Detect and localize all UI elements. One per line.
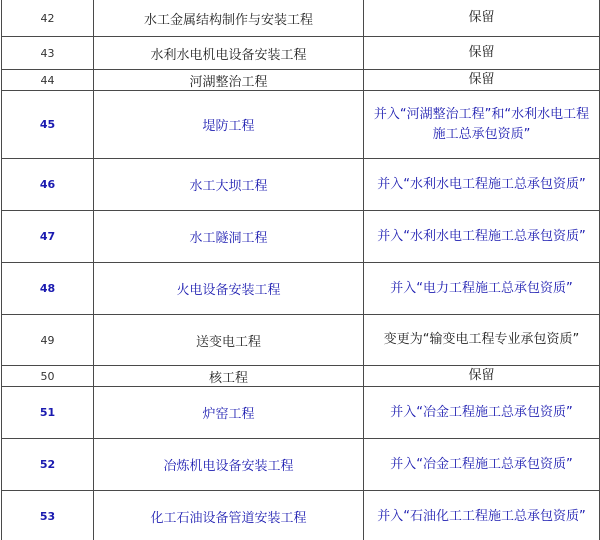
qualification-table xyxy=(1,0,600,540)
table-row xyxy=(2,91,600,159)
row-number: 44 xyxy=(2,70,94,91)
adjustment-result: 保留 xyxy=(364,37,600,70)
row-number: 43 xyxy=(2,37,94,70)
row-number: 52 xyxy=(2,439,94,491)
adjustment-result: 保留 xyxy=(364,0,600,37)
adjustment-result: 并入“河湖整治工程”和“水利水电工程施工总承包资质” xyxy=(364,91,600,159)
row-number: 50 xyxy=(2,366,94,387)
row-number: 47 xyxy=(2,211,94,263)
adjustment-result: 并入“电力工程施工总承包资质” xyxy=(364,263,600,315)
adjustment-result: 并入“水利水电工程施工总承包资质” xyxy=(364,211,600,263)
table-row xyxy=(2,211,600,263)
table-row xyxy=(2,491,600,540)
table-row xyxy=(2,0,600,37)
table-row xyxy=(2,263,600,315)
adjustment-result: 保留 xyxy=(364,70,600,91)
table-row xyxy=(2,159,600,211)
table-row xyxy=(2,315,600,366)
qualification-name: 火电设备安装工程 xyxy=(94,263,364,315)
table-row xyxy=(2,439,600,491)
row-number: 53 xyxy=(2,491,94,540)
table-row xyxy=(2,70,600,91)
adjustment-result: 保留 xyxy=(364,366,600,387)
row-number: 51 xyxy=(2,387,94,439)
adjustment-result: 并入“冶金工程施工总承包资质” xyxy=(364,439,600,491)
qualification-name: 水利水电机电设备安装工程 xyxy=(94,37,364,70)
qualification-name: 河湖整治工程 xyxy=(94,70,364,91)
table-row xyxy=(2,37,600,70)
qualification-name: 化工石油设备管道安装工程 xyxy=(94,491,364,540)
row-number: 45 xyxy=(2,91,94,159)
qualification-name: 送变电工程 xyxy=(94,315,364,366)
qualification-name: 水工隧洞工程 xyxy=(94,211,364,263)
qualification-name: 水工大坝工程 xyxy=(94,159,364,211)
table-row xyxy=(2,387,600,439)
adjustment-result: 变更为“输变电工程专业承包资质” xyxy=(364,315,600,366)
qualification-name: 核工程 xyxy=(94,366,364,387)
adjustment-result: 并入“水利水电工程施工总承包资质” xyxy=(364,159,600,211)
adjustment-result: 并入“冶金工程施工总承包资质” xyxy=(364,387,600,439)
qualification-name: 水工金属结构制作与安装工程 xyxy=(94,0,364,37)
row-number: 46 xyxy=(2,159,94,211)
row-number: 42 xyxy=(2,0,94,37)
adjustment-result: 并入“石油化工工程施工总承包资质” xyxy=(364,491,600,540)
row-number: 48 xyxy=(2,263,94,315)
qualification-name: 冶炼机电设备安装工程 xyxy=(94,439,364,491)
row-number: 49 xyxy=(2,315,94,366)
table-row xyxy=(2,366,600,387)
qualification-name: 炉窑工程 xyxy=(94,387,364,439)
qualification-name: 堤防工程 xyxy=(94,91,364,159)
